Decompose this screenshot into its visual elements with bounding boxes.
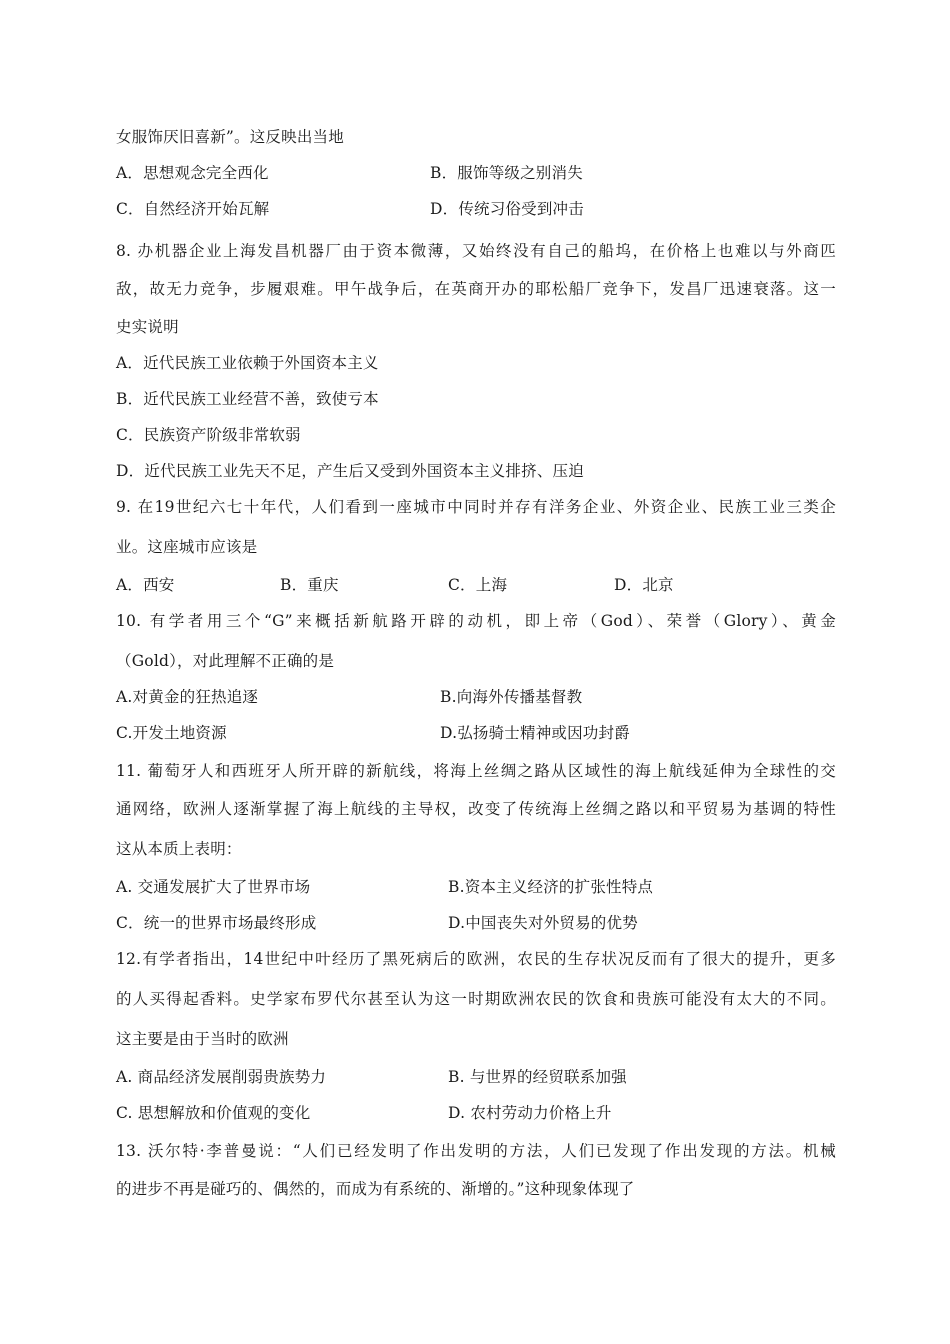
q10-option-b: B.向海外传播基督教 [440, 688, 583, 706]
q10-option-d: D.弘扬骑士精神或因功封爵 [440, 724, 630, 742]
q11-option-b: B.资本主义经济的扩张性特点 [448, 878, 654, 896]
q9-option-a: A．西安 [116, 576, 175, 594]
q9-option-c: C．上海 [448, 576, 508, 594]
q8-stem-line2: 敌，故无力竞争，步履艰难。甲午战争后，在英商开办的耶松船厂竞争下，发昌厂迅速衰落。这一 [116, 280, 836, 298]
q8-option-c: C．民族资产阶级非常软弱 [116, 426, 301, 444]
q12-stem-line2: 的人买得起香料。史学家布罗代尔甚至认为这一时期欧洲农民的饮食和贵族可能没有太大的不同。 [116, 990, 836, 1008]
q9-option-d: D．北京 [614, 576, 674, 594]
q7-option-d: D．传统习俗受到冲击 [430, 200, 584, 218]
q12-option-a: A. 商品经济发展削弱贵族势力 [116, 1068, 327, 1086]
q10-option-c: C.开发土地资源 [116, 724, 227, 742]
q7-option-b: B．服饰等级之别消失 [430, 164, 583, 182]
q12-stem-line1: 12.有学者指出，14世纪中叶经历了黑死病后的欧洲，农民的生存状况反而有了很大的提升，更多 [116, 950, 836, 968]
q10-stem-line2: （Gold），对此理解不正确的是 [116, 652, 335, 670]
q7-option-a: A．思想观念完全西化 [116, 164, 269, 182]
q13-stem-line2: 的进步不再是碰巧的、偶然的，而成为有系统的、渐增的。”这种现象体现了 [116, 1180, 635, 1198]
q11-stem-line1: 11. 葡萄牙人和西班牙人所开辟的新航线，将海上丝绸之路从区域性的海上航线延伸为全球性的交 [116, 762, 836, 780]
q8-stem-line3: 史实说明 [116, 318, 179, 336]
q12-option-d: D. 农村劳动力价格上升 [448, 1104, 612, 1122]
q8-stem-line1: 8. 办机器企业上海发昌机器厂由于资本微薄，又始终没有自己的船坞，在价格上也难以与外商匹 [116, 242, 836, 260]
q11-stem-line2: 通网络，欧洲人逐渐掌握了海上航线的主导权，改变了传统海上丝绸之路以和平贸易为基调的特性 [116, 800, 836, 818]
q8-option-d: D．近代民族工业先天不足，产生后又受到外国资本主义排挤、压迫 [116, 462, 584, 480]
q11-option-c: C．统一的世界市场最终形成 [116, 914, 317, 932]
q11-option-a: A. 交通发展扩大了世界市场 [116, 878, 311, 896]
q8-option-a: A．近代民族工业依赖于外国资本主义 [116, 354, 379, 372]
q8-option-b: B．近代民族工业经营不善，致使亏本 [116, 390, 379, 408]
q12-option-c: C. 思想解放和价值观的变化 [116, 1104, 311, 1122]
q10-stem-line1: 10. 有学者用三个“G”来概括新航路开辟的动机，即上帝（God）、荣誉（Glory）、黄金 [116, 612, 836, 630]
q7-option-c: C．自然经济开始瓦解 [116, 200, 270, 218]
q9-stem-line1: 9. 在19世纪六七十年代，人们看到一座城市中同时并存有洋务企业、外资企业、民族工业三类企 [116, 498, 836, 516]
q13-stem-line1: 13. 沃尔特·李普曼说：“人们已经发明了作出发明的方法，人们已发现了作出发现的方法。机械 [116, 1142, 836, 1160]
q12-stem-line3: 这主要是由于当时的欧洲 [116, 1030, 289, 1048]
q11-stem-line3: 这从本质上表明： [116, 840, 242, 858]
q10-option-a: A.对黄金的狂热追逐 [116, 688, 259, 706]
question-7-stem-end: 女服饰厌旧喜新”。这反映出当地 [116, 128, 344, 146]
q12-option-b: B. 与世界的经贸联系加强 [448, 1068, 627, 1086]
q9-option-b: B．重庆 [280, 576, 339, 594]
q11-option-d: D.中国丧失对外贸易的优势 [448, 914, 638, 932]
q9-stem-line2: 业。这座城市应该是 [116, 538, 258, 556]
